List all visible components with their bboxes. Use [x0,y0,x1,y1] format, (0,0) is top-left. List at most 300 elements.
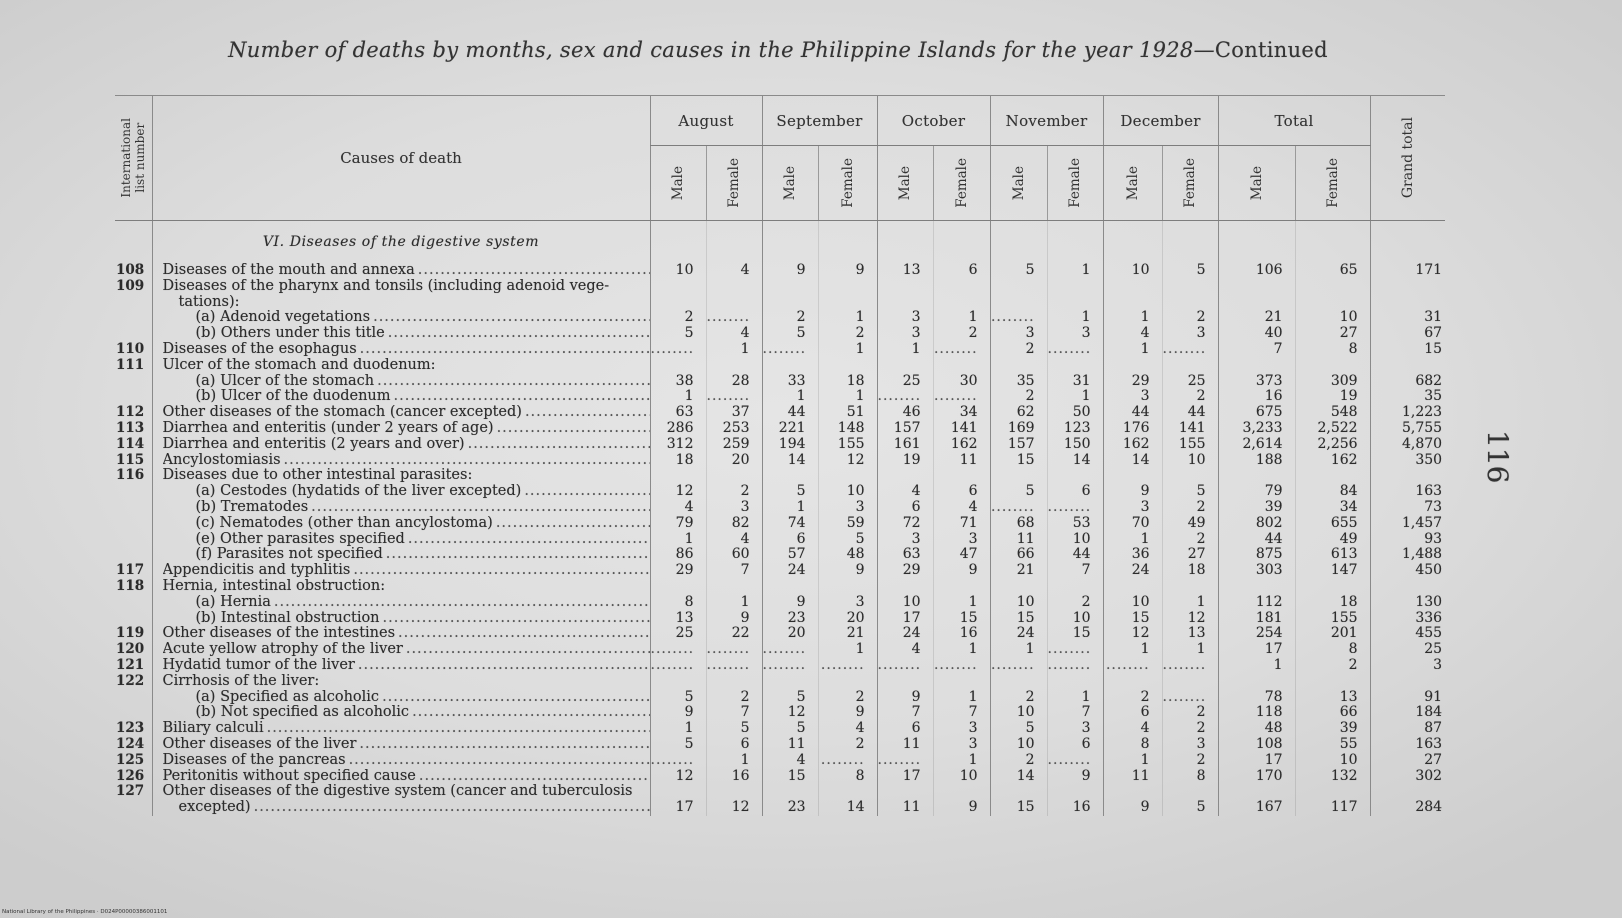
cell-october-male: 72 [877,516,933,532]
cell-total-male: 802 [1218,516,1295,532]
cause-line-continued [163,295,650,311]
cell-december-female [1162,579,1218,595]
cell-november-male: 1 [990,642,1047,658]
cell-august-male: 29 [650,563,706,579]
cause-line [196,705,650,721]
cell-total-female: 39 [1295,721,1370,737]
cell-september-female: 51 [818,405,877,421]
female-label: Female [839,158,856,208]
dot-leader [358,658,650,674]
cell-august-male: 2 [650,310,706,326]
cell-november-male: 15 [990,453,1047,469]
cell-november-female: 1 [1047,389,1103,405]
cell-october-female: 16 [933,626,990,642]
cell-total-female: 8 [1295,342,1370,358]
list-number [115,484,152,500]
list-number [115,326,152,342]
cell-september-female [818,358,877,374]
cause-text: (a) Cestodes (hydatids of the liver excepted) [195,484,522,500]
cell-october-male: 63 [877,547,933,563]
cell-september-female: 18 [818,374,877,390]
list-number [115,547,152,563]
list-number-header-line1: International [119,118,134,198]
cell-september-male: 4 [762,753,818,769]
sex-header-wrap [934,146,990,220]
dot-leader [377,374,649,390]
sex-header-wrap [1296,146,1370,220]
sex-header-september-female [818,146,877,221]
cause-text: (b) Intestinal obstruction [195,610,380,626]
list-number [115,611,152,627]
causes-header: Causes of death [152,96,650,221]
dot-leader [267,721,650,737]
list-number: 122 [116,672,145,689]
cause-cell [152,342,650,358]
cell-september-female [818,753,877,769]
cell-september-female: 9 [818,705,877,721]
dot-leader [360,342,650,358]
table-row [115,374,1445,390]
cell-grand-total: 87 [1370,721,1445,737]
cell-november-male: 15 [990,611,1047,627]
cell-november-female: 150 [1047,437,1103,453]
cell-september-male [762,658,818,674]
month-header-december: December [1103,96,1218,146]
cell-december-female: 2 [1162,500,1218,516]
cell-october-male: 9 [877,690,933,706]
cell-september-female: 1 [818,342,877,358]
cell-total-female [1295,221,1370,264]
cause-line [163,358,650,374]
list-number [115,532,152,548]
cell-total-female: 613 [1295,547,1370,563]
dot-leader [406,642,650,658]
cause-line [163,721,650,737]
cell-october-female: 3 [933,532,990,548]
cell-november-male [990,579,1047,595]
cell-september-female: 10 [818,484,877,500]
list-number: 124 [116,735,145,752]
cell-august-female [706,674,762,690]
list-number [115,221,152,264]
cell-grand-total: 130 [1370,595,1445,611]
table-row [115,784,1445,816]
month-header-november: November [990,96,1103,146]
cause-cell [152,279,650,311]
cell-october-male: 17 [877,611,933,627]
cause-line [163,342,650,358]
cell-october-female: 3 [933,721,990,737]
table-row [115,579,1445,595]
cell-october-male: 4 [877,642,933,658]
cell-august-female [706,389,762,405]
cell-august-male [650,579,706,595]
table-row [115,310,1445,326]
cause-cell [152,642,650,658]
cause-cell [152,690,650,706]
dot-leader [254,800,650,816]
cell-total-female: 34 [1295,500,1370,516]
cell-august-female: 253 [706,421,762,437]
cell-august-male [650,342,706,358]
list-number [115,500,152,516]
cell-november-female: 6 [1047,737,1103,753]
cell-november-male: 2 [990,690,1047,706]
dot-leader [408,532,650,548]
deaths-table [115,95,1445,816]
cause-line [196,389,650,405]
cause-cell [152,516,650,532]
cell-total-male: 167 [1218,784,1295,816]
cell-november-male: 21 [990,563,1047,579]
sex-header-august-male [650,146,706,221]
table-row [115,595,1445,611]
sex-header-total-female [1295,146,1370,221]
cell-total-male: 373 [1218,374,1295,390]
cell-august-female [706,658,762,674]
cause-cell [152,611,650,627]
cause-text: Hydatid tumor of the liver [162,657,355,673]
cell-september-female: 5 [818,532,877,548]
female-label: Female [1324,158,1341,208]
cell-november-male: 169 [990,421,1047,437]
cause-cell [152,263,650,279]
list-number [115,310,152,326]
cell-august-male: 4 [650,500,706,516]
cell-grand-total: 1,488 [1370,547,1445,563]
section-title: VI. Diseases of the digestive system [152,221,650,264]
title-continued: Continued [1214,38,1328,62]
cell-total-female: 18 [1295,595,1370,611]
cell-august-male: 17 [650,784,706,816]
dot-leader [386,547,650,563]
table-row [115,389,1445,405]
cell-december-male: 9 [1103,784,1162,816]
cell-august-female: 4 [706,532,762,548]
cause-text: (f) Parasites not specified [195,547,383,563]
dot-leader [496,516,650,532]
cell-november-male: 2 [990,389,1047,405]
cell-november-male: 24 [990,626,1047,642]
cell-total-male: 7 [1218,342,1295,358]
cell-november-female: 1 [1047,263,1103,279]
cell-september-male: 74 [762,516,818,532]
cause-text: Other diseases of the digestive system (cancer and tuberculosis [162,784,633,800]
cause-text: Peritonitis without specified cause [162,768,416,784]
cell-december-female: 13 [1162,626,1218,642]
cell-december-male: 24 [1103,563,1162,579]
cell-december-male: 70 [1103,516,1162,532]
cell-november-male: 157 [990,437,1047,453]
cause-line [163,279,650,295]
cell-december-male: 8 [1103,737,1162,753]
page-number: 116 [1481,430,1514,484]
cause-cell [152,500,650,516]
cell-grand-total: 25 [1370,642,1445,658]
cell-august-male [650,658,706,674]
cell-total-male: 108 [1218,737,1295,753]
list-number: 116 [116,467,145,484]
cell-total-male [1218,358,1295,374]
cell-grand-total [1370,674,1445,690]
list-number: 121 [116,656,145,673]
cell-december-female: 8 [1162,769,1218,785]
table-row [115,658,1445,674]
cell-december-female: 49 [1162,516,1218,532]
cell-september-male: 23 [762,611,818,627]
sex-header-wrap [991,146,1047,220]
cell-total-female [1295,674,1370,690]
table-row [115,342,1445,358]
cell-august-female: 9 [706,611,762,627]
cause-line [163,263,650,279]
cell-december-male: 1 [1103,310,1162,326]
dot-leader [382,690,649,706]
cell-august-male: 5 [650,326,706,342]
cell-september-female: 3 [818,500,877,516]
cell-september-male: 33 [762,374,818,390]
cell-september-female [818,674,877,690]
cell-total-female: 27 [1295,326,1370,342]
cell-december-male: 12 [1103,626,1162,642]
cause-text: Diseases due to other intestinal parasites: [162,468,473,484]
cause-text: Diseases of the pancreas [162,752,346,768]
cell-october-female: 7 [933,705,990,721]
cell-november-female: 1 [1047,310,1103,326]
title-main: Number of deaths by months, sex and causes in the Philippine Islands for the year 1928— [228,38,1215,62]
cell-total-female: 10 [1295,753,1370,769]
cell-september-male: 5 [762,484,818,500]
cell-november-female [1047,468,1103,484]
list-number: 125 [116,751,145,768]
cell-total-male: 106 [1218,263,1295,279]
cell-august-male: 25 [650,626,706,642]
cause-line [163,753,650,769]
cell-september-female: 48 [818,547,877,563]
table-row [115,690,1445,706]
cell-total-male: 39 [1218,500,1295,516]
cell-august-female: 82 [706,516,762,532]
cell-september-male: 5 [762,690,818,706]
list-number: 120 [116,641,145,658]
cell-total-female: 309 [1295,374,1370,390]
cell-november-female [1047,279,1103,311]
sex-header-wrap [819,146,877,220]
cause-cell [152,547,650,563]
cause-text: Hernia, intestinal obstruction: [162,578,386,594]
table-row [115,437,1445,453]
cell-december-male: 176 [1103,421,1162,437]
grand-total-header [1370,96,1445,221]
cell-august-female: 3 [706,500,762,516]
cell-november-female: 9 [1047,769,1103,785]
cell-grand-total: 336 [1370,611,1445,627]
cell-august-male: 18 [650,453,706,469]
list-number: 110 [116,340,145,357]
cell-total-male: 78 [1218,690,1295,706]
cell-grand-total: 73 [1370,500,1445,516]
cell-september-female: 155 [818,437,877,453]
cell-october-male: 3 [877,310,933,326]
cell-grand-total [1370,579,1445,595]
cell-august-female: 16 [706,769,762,785]
cell-total-male: 181 [1218,611,1295,627]
cause-line [196,310,650,326]
cell-august-male [650,358,706,374]
cell-november-male: 10 [990,705,1047,721]
cell-november-male: 2 [990,342,1047,358]
male-label: Male [782,165,799,201]
cause-line [196,690,650,706]
cause-cell [152,595,650,611]
cell-total-female: 548 [1295,405,1370,421]
cell-december-male: 1 [1103,753,1162,769]
cell-october-male [877,221,933,264]
cell-august-male: 1 [650,389,706,405]
dot-leader [349,753,650,769]
cell-november-female: 123 [1047,421,1103,437]
cell-october-male [877,658,933,674]
cell-december-female [1162,674,1218,690]
cell-december-male: 11 [1103,769,1162,785]
cell-grand-total: 450 [1370,563,1445,579]
cause-cell [152,374,650,390]
table-row [115,563,1445,579]
cell-october-male [877,358,933,374]
cause-text: Acute yellow atrophy of the liver [162,642,403,658]
list-number-header-text [119,118,147,198]
table-row [115,737,1445,753]
cell-october-female: 30 [933,374,990,390]
list-number: 111 [116,356,145,373]
cell-november-male [990,221,1047,264]
cause-line [196,532,650,548]
cell-september-male: 1 [762,389,818,405]
cell-december-female [1162,221,1218,264]
table-row [115,626,1445,642]
cause-line [163,421,650,437]
list-number [115,595,152,611]
cell-december-male: 162 [1103,437,1162,453]
table-row [115,326,1445,342]
cell-august-male: 312 [650,437,706,453]
cause-text: (a) Hernia [195,594,271,610]
cell-november-male: 15 [990,784,1047,816]
cause-text: Diseases of the mouth and annexa [162,263,415,278]
cause-line [196,500,650,516]
cell-december-female: 25 [1162,374,1218,390]
cell-august-female: 7 [706,563,762,579]
cell-december-male: 1 [1103,532,1162,548]
deaths-table-container [115,95,1445,816]
cell-august-female [706,468,762,484]
cell-grand-total: 35 [1370,389,1445,405]
cell-october-female: 10 [933,769,990,785]
cell-grand-total: 67 [1370,326,1445,342]
cell-november-female: 53 [1047,516,1103,532]
dot-leader [497,421,650,437]
cause-text: (c) Nematodes (other than ancylostoma) [195,515,493,531]
cell-september-male: 20 [762,626,818,642]
cell-december-female: 141 [1162,421,1218,437]
cause-text: Diseases of the pharynx and tonsils (including adenoid vege- [162,278,610,294]
cell-august-female: 2 [706,690,762,706]
cell-october-male: 29 [877,563,933,579]
cell-october-male: 3 [877,326,933,342]
cell-grand-total: 1,223 [1370,405,1445,421]
cell-november-female: 10 [1047,611,1103,627]
cell-october-male [877,389,933,405]
cell-total-female: 66 [1295,705,1370,721]
cause-text: (b) Others under this title [195,326,385,342]
cause-cell [152,532,650,548]
cell-october-female: 141 [933,421,990,437]
cell-september-male: 12 [762,705,818,721]
cell-october-male: 24 [877,626,933,642]
list-number [115,516,152,532]
cell-december-female [1162,279,1218,311]
cause-line [196,484,650,500]
cause-cell [152,437,650,453]
cell-september-female: 2 [818,737,877,753]
cell-august-male [650,468,706,484]
cell-september-female: 14 [818,784,877,816]
cell-december-female: 12 [1162,611,1218,627]
sex-header-wrap [1104,146,1162,220]
cell-total-male: 1 [1218,658,1295,674]
cause-cell [152,674,650,690]
cell-november-female: 2 [1047,595,1103,611]
list-number: 118 [116,577,145,594]
page-title [0,36,1556,64]
cell-total-female: 132 [1295,769,1370,785]
cell-total-female: 2,256 [1295,437,1370,453]
cell-september-female: 21 [818,626,877,642]
cell-november-female [1047,342,1103,358]
cell-total-male: 21 [1218,310,1295,326]
table-row [115,405,1445,421]
cause-line [163,579,650,595]
sex-header-november-male [990,146,1047,221]
cell-grand-total: 163 [1370,484,1445,500]
cell-october-female: 9 [933,563,990,579]
cell-september-male [762,579,818,595]
cell-december-male: 36 [1103,547,1162,563]
cell-september-female [818,221,877,264]
cell-august-female: 12 [706,784,762,816]
cell-december-male: 1 [1103,342,1162,358]
list-number-header-line2: list number [133,123,148,193]
table-row [115,721,1445,737]
table-row [115,421,1445,437]
cell-november-male [990,310,1047,326]
cell-august-male: 12 [650,484,706,500]
cell-december-male: 4 [1103,326,1162,342]
cell-december-male: 2 [1103,690,1162,706]
cell-november-female: 15 [1047,626,1103,642]
cell-october-male: 161 [877,437,933,453]
cause-line [196,374,650,390]
sex-header-december-male [1103,146,1162,221]
cause-cell [152,326,650,342]
cell-september-male [762,221,818,264]
cell-total-male: 118 [1218,705,1295,721]
cell-december-female: 1 [1162,595,1218,611]
month-header-october: October [877,96,990,146]
cause-cell [152,784,650,816]
cell-october-male [877,674,933,690]
table-row [115,705,1445,721]
